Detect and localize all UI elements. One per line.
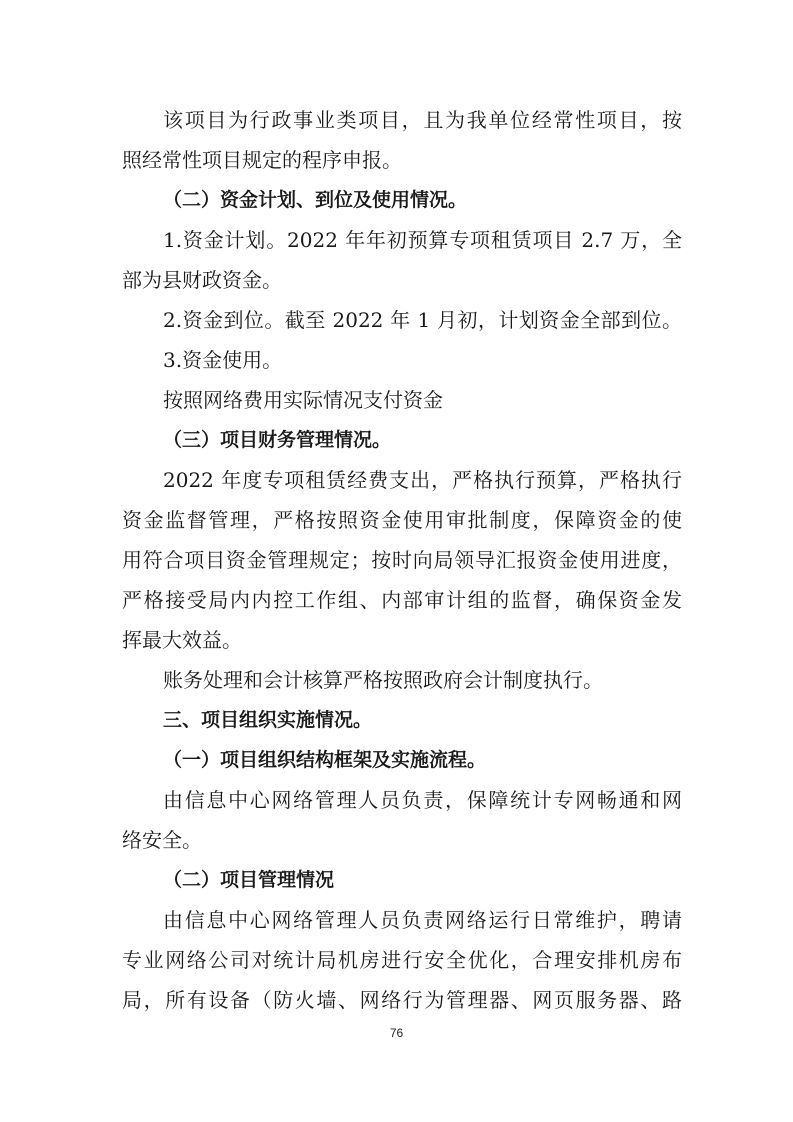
paragraph-line: 该项目为行政事业类项目，且为我单位经常性项目，按 xyxy=(163,108,682,132)
section-heading: （二）资金计划、到位及使用情况。 xyxy=(163,189,468,211)
section-heading: 三、项目组织实施情况。 xyxy=(163,709,373,731)
paragraph-line: 按照网络费用实际情况支付资金 xyxy=(163,388,443,412)
section-heading: （二）项目管理情况 xyxy=(163,869,335,891)
paragraph-line: 用符合项目资金管理规定；按时向局领导汇报资金使用进度， xyxy=(122,548,682,572)
paragraph-line: 部为县财政资金。 xyxy=(122,268,282,292)
page-number: 76 xyxy=(389,1026,404,1040)
paragraph-line: 照经常性项目规定的程序申报。 xyxy=(122,148,402,172)
paragraph-line: 1.资金计划。2022 年年初预算专项租赁项目 2.7 万，全 xyxy=(163,228,682,252)
paragraph-line: 由信息中心网络管理人员负责，保障统计专网畅通和网 xyxy=(163,788,682,812)
section-heading: （三）项目财务管理情况。 xyxy=(163,429,392,451)
paragraph-line: 由信息中心网络管理人员负责网络运行日常维护，聘请 xyxy=(163,908,682,932)
paragraph-line: 络安全。 xyxy=(122,828,202,852)
paragraph-line: 2022 年度专项租赁经费支出，严格执行预算，严格执行 xyxy=(163,468,682,492)
paragraph-line: 资金监督管理，严格按照资金使用审批制度，保障资金的使 xyxy=(122,508,682,532)
paragraph-line: 专业网络公司对统计局机房进行安全优化，合理安排机房布 xyxy=(122,948,682,972)
section-heading: （一）项目组织结构框架及实施流程。 xyxy=(163,749,487,771)
paragraph-line: 局，所有设备（防火墙、网络行为管理器、网页服务器、路 xyxy=(122,988,682,1012)
paragraph-line: 挥最大效益。 xyxy=(122,628,242,652)
paragraph-line: 账务处理和会计核算严格按照政府会计制度执行。 xyxy=(163,668,603,692)
paragraph-line: 2.资金到位。截至 2022 年 1 月初，计划资金全部到位。 xyxy=(163,308,682,332)
paragraph-line: 3.资金使用。 xyxy=(163,348,283,372)
paragraph-line: 严格接受局内内控工作组、内部审计组的监督，确保资金发 xyxy=(122,588,682,612)
